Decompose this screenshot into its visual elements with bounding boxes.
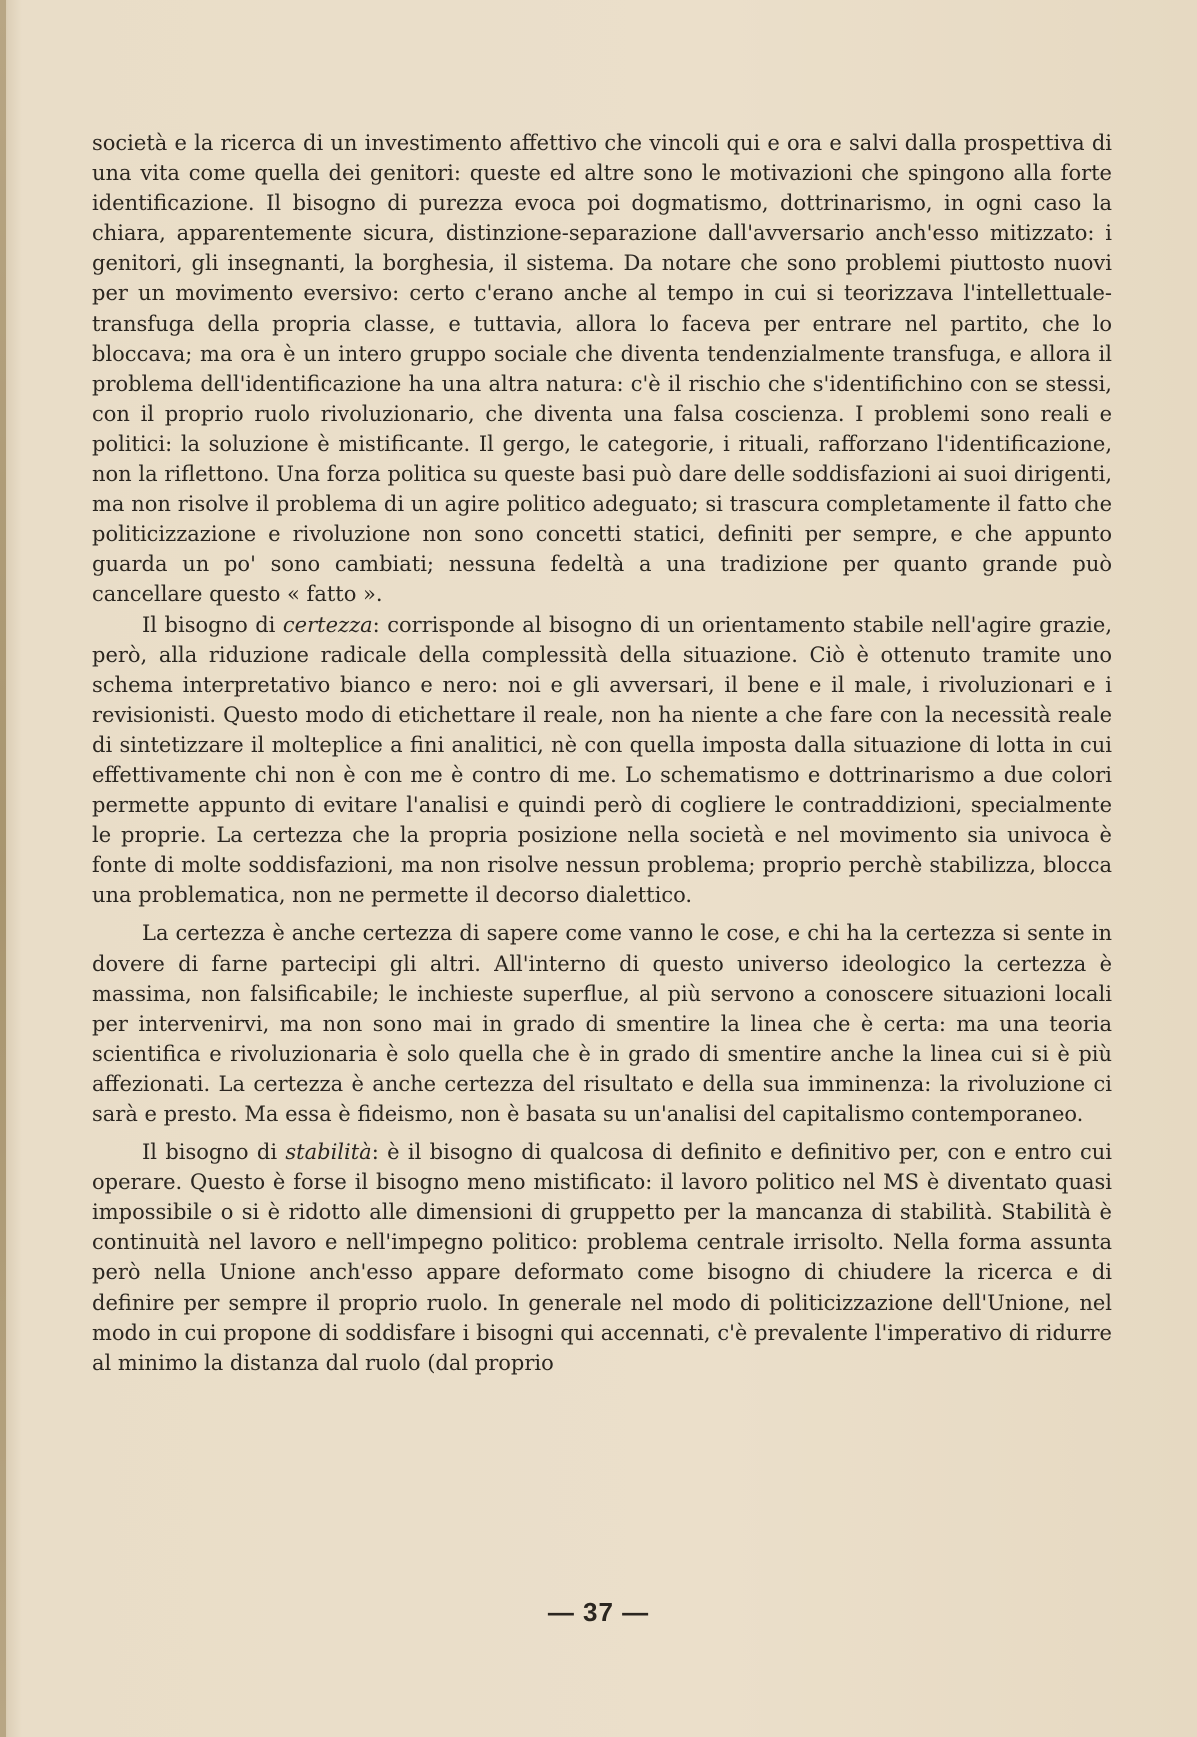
term-stabilita: stabilità (285, 1140, 372, 1165)
paragraph-stabilita-body: : è il bisogno di qualcosa di definito e definitivo per, con e entro cui operare. Questo è forse il bisogno meno mistificato: il lavoro politico nel MS è diventato quasi impossibile o si è ridotto alle dimensioni di gruppetto per la mancanza di stabilità. Stabilità è continuità nel lavoro e nell'impegno politico: problema centrale irrisolto. Nella forma assunta però nella Unione anch'esso appare deformato come bisogno di chiudere la ricerca e di definire per sempre il proprio ruolo. In generale nel modo di politicizzazione dell'Unione, nel modo in cui propone di soddisfare i bisogni qui accennati, c'è prevalente l'imperativo di ridurre al minimo la distanza dal ruolo (dal proprio (92, 1140, 1112, 1375)
body-text (92, 128, 1112, 1378)
paragraph-certezza (92, 610, 1112, 911)
paragraph-stabilita-lead: Il bisogno di (142, 1140, 286, 1165)
paragraph-certezza-lead: Il bisogno di (142, 612, 283, 637)
paragraph-stabilita (92, 1137, 1112, 1378)
paragraph-certezza-sapere: La certezza è anche certezza di sapere come vanno le cose, e chi ha la certezza si sente in dovere di farne partecipi gli altri. All'interno di questo universo ideologico la certezza è massima, non falsificabile; le inchieste superflue, al più servono a conoscere situazioni locali per intervenirvi, ma non sono mai in grado di smentire la linea che è certa: ma una teoria scientifica e rivoluzionaria è solo quella che è in grado di smentire anche la linea cui si è più affezionati. La certezza è anche certezza del risultato e della sua imminenza: la rivoluzione ci sarà e presto. Ma essa è fideismo, non è basata su un'analisi del capitalismo contemporaneo. (92, 921, 1112, 1126)
paragraph-continuation: società e la ricerca di un investimento affettivo che vincoli qui e ora e salvi dalla prospettiva di una vita come quella dei genitori: queste ed altre sono le motivazioni che spingono alla forte identificazione. Il bisogno di purezza evoca poi dogmatismo, dottrinarismo, in ogni caso la chiara, apparentemente sicura, distinzione-separazione dall'avversario anch'esso mitizzato: i genitori, gli insegnanti, la borghesia, il sistema. Da notare che sono problemi piuttosto nuovi per un movimento eversivo: certo c'erano anche al tempo in cui si teorizzava l'intellettuale-transfuga della propria classe, e tuttavia, allora lo faceva per entrare nel partito, che lo bloccava; ma ora è un intero gruppo sociale che diventa tendenzialmente transfuga, e allora il problema dell'identificazione ha una altra natura: c'è il rischio che s'identifichino con se stessi, con il proprio ruolo rivoluzionario, che diventa una falsa coscienza. I problemi sono reali e politici: la soluzione è mistificante. Il gergo, le categorie, i rituali, rafforzano l'identificazione, non la riflettono. Una forza politica su queste basi può dare delle soddisfazioni ai suoi dirigenti, ma non risolve il problema di un agire politico adeguato; si trascura completamente il fatto che politicizzazione e rivoluzione non sono concetti statici, definiti per sempre, e che appunto guarda un po' sono cambiati; nessuna fedeltà a una tradizione per quanto grande può cancellare questo « fatto ». (92, 131, 1112, 607)
term-certezza: certezza (282, 612, 373, 637)
page-number: — 37 — (547, 1597, 650, 1627)
page-binding-edge (0, 0, 6, 1737)
paragraph-certezza-body: : corrisponde al bisogno di un orientamento stabile nell'agire grazie, però, alla riduzione radicale della complessità della situazione. Ciò è ottenuto tramite uno schema interpretativo bianco e nero: noi e gli avversari, il bene e il male, i rivoluzionari e i revisionisti. Questo modo di etichettare il reale, non ha niente a che fare con la necessità reale di sintetizzare il molteplice a fini analitici, nè con quella imposta dalla situazione di lotta in cui effettivamente chi non è con me è contro di me. Lo schematismo e dottrinarismo a due colori permette appunto di evitare l'analisi e quindi però di cogliere le contraddizioni, specialmente le proprie. La certezza che la propria posizione nella società e nel movimento sia univoca è fonte di molte soddisfazioni, ma non risolve nessun problema; proprio perchè stabilizza, blocca una problematica, non ne permette il decorso dialettico. (92, 612, 1112, 908)
